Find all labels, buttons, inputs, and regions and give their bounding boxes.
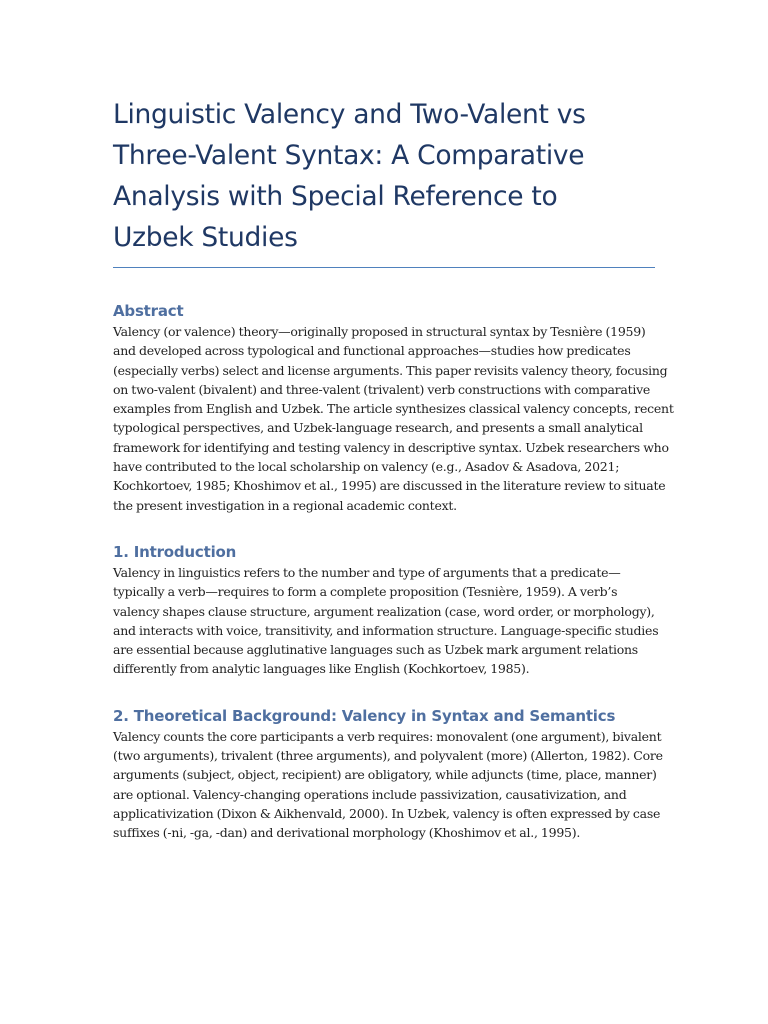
paper-title: [113, 94, 655, 258]
text-line: typically a verb—requires to form a complete proposition (Tesnière, 1959). A verb’s: [113, 584, 618, 600]
introduction-heading: 1. Introduction: [113, 542, 237, 561]
abstract-paragraph: [113, 322, 674, 515]
text-line: Valency in linguistics refers to the number and type of arguments that a predicate—: [113, 564, 621, 580]
text-line: on two-valent (bivalent) and three-valent (trivalent) verb constructions with comparative: [113, 381, 651, 397]
page-content: [113, 94, 674, 843]
text-line: suffixes (-ni, -ga, -dan) and derivational morphology (Khoshimov et al., 1995).: [113, 825, 581, 841]
text-line: valency shapes clause structure, argument realization (case, word order, or morphology),: [113, 603, 655, 619]
text-line: Valency counts the core participants a verb requires: monovalent (one argument), bivalent: [113, 728, 662, 744]
text-line: (especially verbs) select and license arguments. This paper revisits valency theory, focusing: [113, 362, 668, 378]
text-line: and developed across typological and functional approaches—studies how predicates: [113, 343, 631, 359]
text-line: examples from English and Uzbek. The article synthesizes classical valency concepts, recent: [113, 401, 674, 417]
text-line: Kochkortoev, 1985; Khoshimov et al., 1995) are discussed in the literature review to situate: [113, 478, 666, 494]
text-line: arguments (subject, object, recipient) are obligatory, while adjuncts (time, place, manner): [113, 767, 657, 783]
title-line: Three-Valent Syntax: A Comparative: [113, 140, 585, 171]
text-line: have contributed to the local scholarship on valency (e.g., Asadov & Asadova, 2021;: [113, 459, 620, 475]
text-line: are essential because agglutinative languages such as Uzbek mark argument relations: [113, 642, 638, 658]
title-line: Analysis with Special Reference to: [113, 181, 558, 212]
title-line: Uzbek Studies: [113, 222, 298, 253]
title-divider: [113, 267, 655, 268]
text-line: Valency (or valence) theory—originally proposed in structural syntax by Tesnière (1959): [113, 324, 646, 339]
text-line: framework for identifying and testing valency in descriptive syntax. Uzbek researchers who: [113, 439, 669, 455]
text-line: differently from analytic languages like English (Kochkortoev, 1985).: [113, 661, 530, 677]
theoretical-background-paragraph: [113, 727, 663, 843]
title-line: Linguistic Valency and Two-Valent vs: [113, 99, 586, 130]
abstract-heading: Abstract: [113, 302, 184, 320]
text-line: (two arguments), trivalent (three arguments), and polyvalent (more) (Allerton, 1982). Core: [113, 748, 663, 764]
text-line: the present investigation in a regional academic context.: [113, 497, 457, 513]
introduction-paragraph: [113, 563, 659, 679]
theoretical-background-heading: 2. Theoretical Background: Valency in Syntax and Semantics: [113, 706, 616, 725]
text-line: typological perspectives, and Uzbek-language research, and presents a small analytical: [113, 420, 643, 436]
text-line: applicativization (Dixon & Aikhenvald, 2000). In Uzbek, valency is often expressed by case: [113, 805, 661, 821]
text-line: and interacts with voice, transitivity, and information structure. Language-specific studies: [113, 622, 659, 638]
text-line: are optional. Valency-changing operations include passivization, causativization, and: [113, 786, 627, 802]
